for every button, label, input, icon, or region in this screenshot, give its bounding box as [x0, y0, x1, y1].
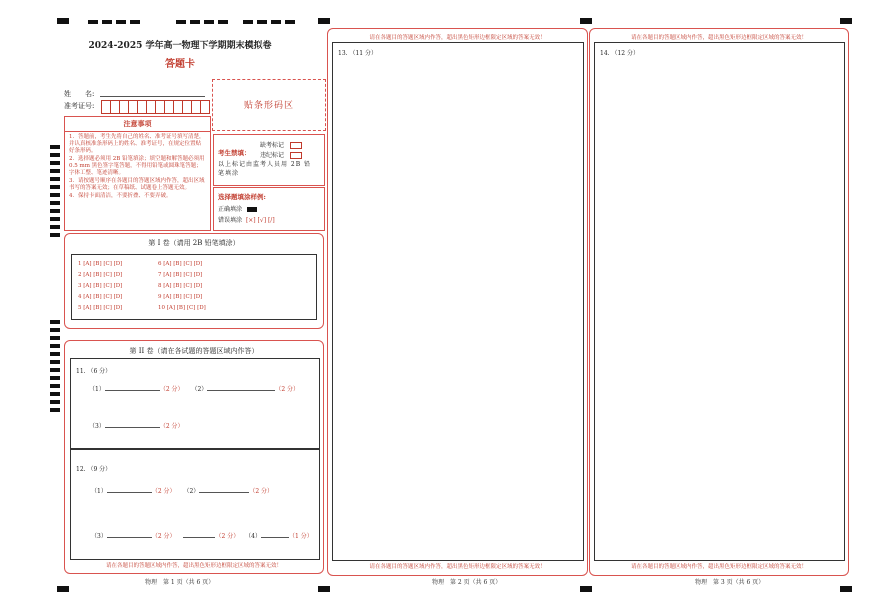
absent-label: 缺考标记 — [260, 142, 285, 149]
choice-row[interactable]: 9 [A] [B] [C] [D] — [158, 294, 203, 300]
side-timing-marks-lower — [50, 320, 60, 412]
choice-row[interactable]: 7 [A] [B] [C] [D] — [158, 272, 203, 278]
forbidden-note: 以上标记由监考人员用 2B 铅笔填涂 — [218, 161, 312, 177]
barcode-label: 贴条形码区 — [243, 101, 294, 111]
page2-warning-bottom: 请在各题目的答题区域内作答，超出黑色矩形边框限定区域的答案无效！ — [369, 564, 546, 570]
page2-panel — [327, 28, 588, 576]
q12-blank1-score: （2 分） — [151, 488, 176, 495]
name-underline[interactable] — [100, 96, 205, 97]
violation-label: 违纪标记 — [260, 152, 285, 159]
q11-blank2[interactable] — [207, 384, 275, 391]
corner-mark-tm — [318, 18, 330, 24]
corner-mark-bl — [57, 586, 69, 592]
page3-footer: 物理 第 3 页（共 6 页） — [695, 579, 765, 586]
part1-answer-grid — [71, 254, 317, 320]
top-timing-marks-1 — [88, 20, 140, 24]
notice-item-3: 3．请按题号顺序在各题目的答题区域内作答，超出区域书写的答案无效；在草稿纸、试题卷上答题无效。 — [69, 178, 205, 191]
q11-answer-area[interactable] — [70, 358, 320, 450]
q12-answer-area[interactable] — [70, 448, 320, 560]
q11-heading: 11. （6 分） — [76, 368, 112, 375]
q12-blank3[interactable] — [107, 531, 152, 538]
q11-blank3-score: （2 分） — [159, 423, 184, 430]
q12-blank1[interactable] — [107, 486, 152, 493]
q14-answer-area[interactable] — [594, 42, 845, 561]
part1-title: 第 I 卷（请用 2B 铅笔填涂） — [148, 239, 240, 247]
part2-warning: 请在各题目的答题区域内作答，超出黑色矩形边框限定区域的答案无效！ — [105, 563, 282, 569]
q14-heading: 14. （12 分） — [600, 50, 639, 57]
absent-box[interactable] — [290, 142, 302, 149]
corner-mark-br — [840, 586, 852, 592]
sample-title: 选择题填涂样例: — [218, 193, 266, 201]
corner-mark-tl — [57, 18, 69, 24]
correct-mark — [247, 207, 257, 212]
q12-heading: 12. （9 分） — [76, 466, 112, 473]
barcode-area — [212, 79, 326, 131]
page2-warning-top: 请在各题目的答题区域内作答，超出黑色矩形边框限定区域的答案无效！ — [369, 35, 546, 41]
page2-footer: 物理 第 2 页（共 6 页） — [432, 579, 502, 586]
choice-row[interactable]: 8 [A] [B] [C] [D] — [158, 283, 203, 289]
top-timing-marks-3 — [243, 20, 295, 24]
q12-blank3-score: （2 分） — [151, 533, 176, 540]
q11-blank1-score: （2 分） — [159, 386, 184, 393]
violation-box[interactable] — [290, 152, 302, 159]
q12-blank1-label: （1） — [91, 488, 107, 495]
wrong-label: 错误填涂 — [218, 217, 243, 224]
choice-row[interactable]: 1 [A] [B] [C] [D] — [78, 261, 123, 267]
choice-row[interactable]: 5 [A] [B] [C] [D] — [78, 305, 123, 311]
q12-blank2-label: （2） — [183, 488, 200, 495]
q13-answer-area[interactable] — [332, 42, 584, 561]
sample-box — [213, 187, 325, 231]
choice-row[interactable]: 2 [A] [B] [C] [D] — [78, 272, 123, 278]
correct-label: 正确填涂 — [218, 206, 243, 213]
choice-row[interactable]: 6 [A] [B] [C] [D] — [158, 261, 203, 267]
q11-blank3-label: （3） — [89, 423, 105, 430]
part1-section — [64, 233, 324, 329]
q12-blank5-label: （4） — [245, 533, 261, 540]
part2-title: 第 II 卷（请在各试题的答题区域内作答） — [129, 347, 259, 355]
notice-title: 注意事项 — [65, 117, 210, 132]
q12-blank5[interactable] — [261, 531, 289, 538]
q11-blank2-score: （2 分） — [275, 386, 300, 393]
id-label: 准考证号: — [64, 102, 95, 110]
page3-warning-bottom: 请在各题目的答题区域内作答，超出黑色矩形边框限定区域的答案无效！ — [630, 564, 807, 570]
corner-mark-bm — [318, 586, 330, 592]
corner-mark-tm2 — [580, 18, 592, 24]
q12-blank4-score: （2 分） — [215, 533, 240, 540]
page1-footer: 物理 第 1 页（共 6 页） — [145, 579, 215, 586]
q12-blank2[interactable] — [199, 486, 249, 493]
q12-blank5-score: （1 分） — [288, 533, 313, 540]
top-timing-marks-2 — [176, 20, 228, 24]
wrong-marks: [×] [√] [/] — [245, 217, 275, 224]
page3-panel — [589, 28, 849, 576]
choice-row[interactable]: 10 [A] [B] [C] [D] — [158, 305, 206, 311]
card-subtitle: 答题卡 — [165, 59, 195, 70]
q13-heading: 13. （11 分） — [338, 50, 377, 57]
name-label: 姓 名: — [64, 90, 95, 98]
corner-mark-bm2 — [580, 586, 592, 592]
corner-mark-tr — [840, 18, 852, 24]
choice-row[interactable]: 4 [A] [B] [C] [D] — [78, 294, 123, 300]
notice-box — [64, 116, 211, 231]
exam-title: 2024-2025 学年高一物理下学期期末模拟卷 — [88, 41, 272, 51]
notice-item-2: 2．选择题必须用 2B 铅笔填涂；填空题和解答题必须用 0.5 mm 黑色签字笔答题，不得用铅笔或圆珠笔答题；字体工整、笔迹清晰。 — [69, 156, 205, 176]
notice-item-4: 4．保持卡面清洁，不要折叠、不要弄破。 — [69, 193, 172, 199]
notice-item-1: 1．答题前，考生先将自己的姓名、准考证号填写清楚，并认真核准条形码上的姓名、准考证号，在规定位置贴好条形码。 — [69, 134, 205, 154]
page3-warning-top: 请在各题目的答题区域内作答，超出黑色矩形边框限定区域的答案无效！ — [630, 35, 807, 41]
part2-section — [64, 340, 324, 574]
q11-blank1-label: （1） — [89, 386, 105, 393]
q12-blank3-label: （3） — [91, 533, 107, 540]
side-timing-marks-upper — [50, 145, 60, 237]
choice-row[interactable]: 3 [A] [B] [C] [D] — [78, 283, 123, 289]
q11-blank1[interactable] — [105, 384, 160, 391]
q12-blank4[interactable] — [183, 531, 215, 538]
forbidden-label: 考生禁填： — [218, 149, 251, 157]
forbidden-box — [213, 134, 325, 186]
q11-blank2-label: （2） — [191, 386, 208, 393]
q11-blank3[interactable] — [105, 421, 160, 428]
q12-blank2-score: （2 分） — [249, 488, 274, 495]
